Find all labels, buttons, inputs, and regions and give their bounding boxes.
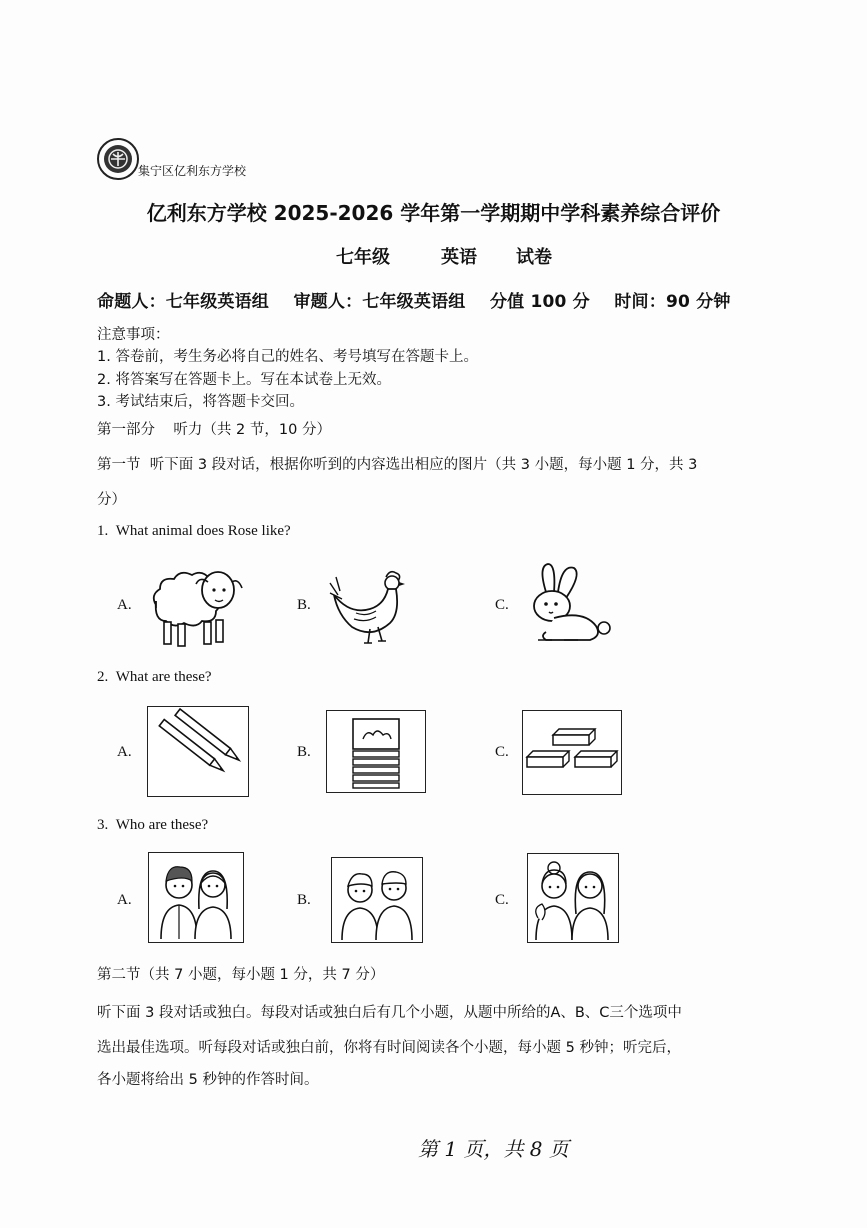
option-label: C. bbox=[495, 892, 509, 908]
note-item: 3. 考试结束后，将答题卡交回。 bbox=[97, 394, 304, 410]
pencils-image bbox=[147, 706, 249, 797]
option-label: A. bbox=[117, 892, 132, 908]
option-label: B. bbox=[297, 744, 311, 760]
erasers-image bbox=[522, 710, 622, 795]
subtitle-paper: 试卷 bbox=[516, 247, 552, 268]
question-number: 3. bbox=[97, 817, 109, 833]
question-3 bbox=[97, 817, 208, 834]
question-1 bbox=[97, 523, 291, 540]
option-label: C. bbox=[495, 744, 509, 760]
exam-title: 亿利东方学校 2025-2026 学年第一学期期中学科素养综合评价 bbox=[146, 201, 721, 225]
boy-and-girl-image bbox=[148, 852, 244, 943]
section2-heading: 第二节（共 7 小题，每小题 1 分，共 7 分） bbox=[97, 967, 385, 983]
section2-instructions: 听下面 3 段对话或独白。每段对话或独白后有几个小题，从题中所给的A、B、C三个选项中 bbox=[97, 1005, 682, 1021]
question-text: What are these? bbox=[115, 669, 212, 685]
question-text: What animal does Rose like? bbox=[115, 523, 291, 539]
books-image bbox=[326, 710, 426, 793]
option-label: B. bbox=[297, 597, 311, 613]
option-label: C. bbox=[495, 597, 509, 613]
two-girls-image bbox=[527, 853, 619, 943]
question-2 bbox=[97, 669, 212, 686]
part1-heading: 第一部分 听力（共 2 节，10 分） bbox=[97, 422, 331, 438]
two-boys-image bbox=[331, 857, 423, 943]
note-item: 1. 答卷前，考生务必将自己的姓名、考号填写在答题卡上。 bbox=[97, 349, 478, 365]
sheep-image bbox=[146, 560, 246, 652]
question-number: 2. bbox=[97, 669, 109, 685]
section2-instructions: 选出最佳选项。听每段对话或独白前，你将有时间阅读各个小题，每小题 5 秒钟；听完后， bbox=[97, 1040, 681, 1056]
option-label: B. bbox=[297, 892, 311, 908]
page-number: 第 1 页，共 8 页 bbox=[418, 1137, 569, 1161]
option-label: A. bbox=[117, 597, 132, 613]
school-name: 集宁区亿利东方学校 bbox=[138, 164, 247, 178]
school-logo bbox=[97, 138, 139, 180]
subtitle-grade: 七年级 bbox=[336, 247, 390, 268]
subtitle-subject: 英语 bbox=[441, 247, 477, 268]
section1-instructions-cont: 分） bbox=[97, 492, 126, 508]
option-label: A. bbox=[117, 744, 132, 760]
section2-instructions: 各小题将给出 5 秒钟的作答时间。 bbox=[97, 1072, 319, 1088]
hen-image bbox=[326, 565, 408, 647]
section1-instructions: 第一节 听下面 3 段对话，根据你听到的内容选出相应的图片（共 3 小题，每小题 1 分，共 3 bbox=[97, 457, 698, 473]
rabbit-image bbox=[524, 562, 612, 644]
question-number: 1. bbox=[97, 523, 109, 539]
notes-heading: 注意事项： bbox=[97, 327, 170, 343]
exam-meta: 命题人：七年级英语组 审题人：七年级英语组 分值 100 分 时间：90 分钟 bbox=[97, 292, 731, 312]
question-text: Who are these? bbox=[115, 817, 209, 833]
note-item: 2. 将答案写在答题卡上。写在本试卷上无效。 bbox=[97, 372, 391, 388]
